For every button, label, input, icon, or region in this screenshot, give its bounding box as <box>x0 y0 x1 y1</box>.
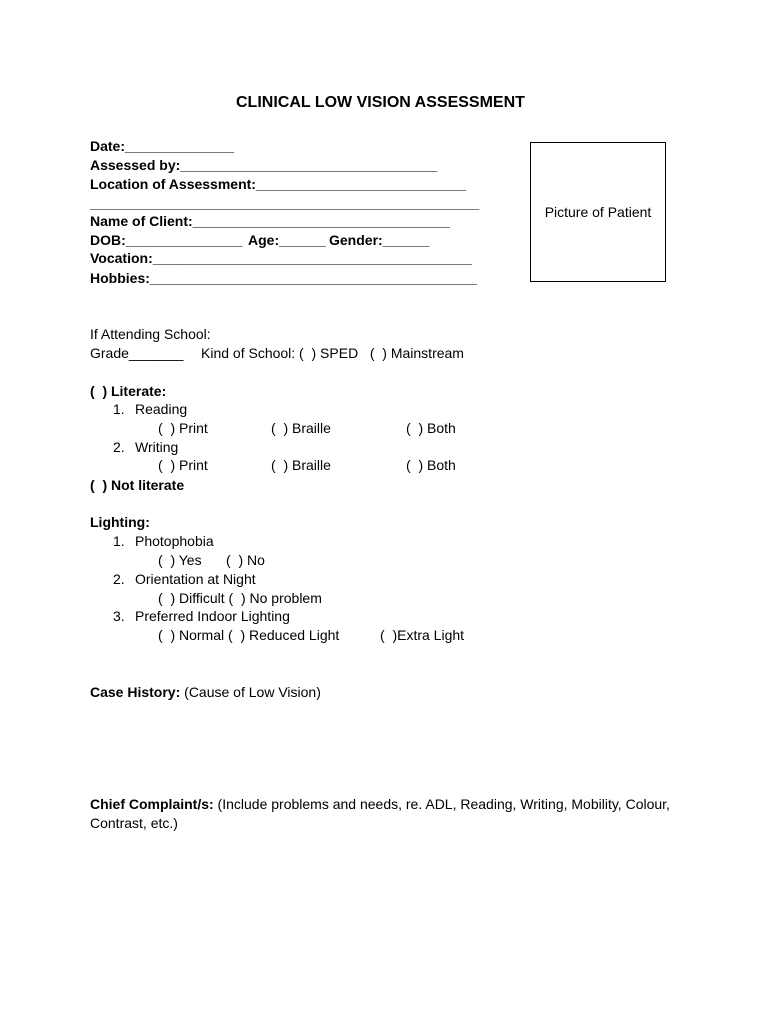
lighting-heading: Lighting: <box>90 514 150 530</box>
client-name-field[interactable]: Name of Client:_________________________________ <box>90 213 450 229</box>
orientation-options[interactable]: ( ) Difficult ( ) No problem <box>158 590 322 606</box>
reading-print-option[interactable]: ( ) Print <box>158 420 208 436</box>
chief-complaint-line <box>90 795 670 813</box>
case-history-note: (Cause of Low Vision) <box>180 684 321 700</box>
assessed-by-field[interactable]: Assessed by:_________________________________ <box>90 157 438 173</box>
chief-complaint-note: (Include problems and needs, re. ADL, Reading, Writing, Mobility, Colour, <box>213 796 670 812</box>
gender-field[interactable]: Gender:______ <box>329 232 430 248</box>
grade-field[interactable]: Grade_______ <box>90 345 184 361</box>
location-field[interactable]: Location of Assessment:___________________________ <box>90 176 467 192</box>
vocation-field[interactable]: Vocation:_________________________________________ <box>90 250 472 266</box>
chief-complaint-note-continuation: Contrast, etc.) <box>90 815 178 831</box>
writing-number: 2. <box>113 439 125 455</box>
case-history-label: Case History: <box>90 684 181 700</box>
orientation-label: Orientation at Night <box>135 571 256 587</box>
case-history-line <box>90 683 321 701</box>
not-literate-checkbox[interactable]: ( ) Not literate <box>90 477 185 493</box>
reading-number: 1. <box>113 401 125 417</box>
date-field[interactable]: Date:______________ <box>90 138 235 154</box>
photophobia-number: 1. <box>113 533 125 549</box>
orientation-number: 2. <box>113 571 125 587</box>
extra-light-option[interactable]: ( )Extra Light <box>380 627 465 643</box>
reading-braille-option[interactable]: ( ) Braille <box>271 420 331 436</box>
photophobia-label: Photophobia <box>135 533 214 549</box>
photophobia-no-option[interactable]: ( ) No <box>226 552 265 568</box>
writing-both-option[interactable]: ( ) Both <box>406 457 456 473</box>
school-heading: If Attending School: <box>90 326 211 342</box>
kind-of-school-options[interactable]: Kind of School: ( ) SPED ( ) Mainstream <box>201 345 464 361</box>
location-field-continuation[interactable]: __________________________________________________ <box>90 195 480 211</box>
writing-braille-option[interactable]: ( ) Braille <box>271 457 331 473</box>
patient-picture-box[interactable] <box>530 142 666 282</box>
hobbies-field[interactable]: Hobbies:__________________________________________ <box>90 270 477 286</box>
indoor-lighting-options[interactable]: ( ) Normal ( ) Reduced Light <box>158 627 340 643</box>
writing-label: Writing <box>135 439 179 455</box>
dob-field[interactable]: DOB:_______________ <box>90 232 243 248</box>
chief-complaint-label: Chief Complaint/s: <box>90 796 214 812</box>
indoor-lighting-number: 3. <box>113 608 125 624</box>
literate-checkbox[interactable]: ( ) Literate: <box>90 383 167 399</box>
reading-label: Reading <box>135 401 188 417</box>
reading-both-option[interactable]: ( ) Both <box>406 420 456 436</box>
indoor-lighting-label: Preferred Indoor Lighting <box>135 608 290 624</box>
age-field[interactable]: Age:______ <box>248 232 326 248</box>
photophobia-yes-option[interactable]: ( ) Yes <box>158 552 202 568</box>
picture-label: Picture of Patient <box>544 204 652 220</box>
writing-print-option[interactable]: ( ) Print <box>158 457 208 473</box>
form-title: CLINICAL LOW VISION ASSESSMENT <box>236 94 525 111</box>
